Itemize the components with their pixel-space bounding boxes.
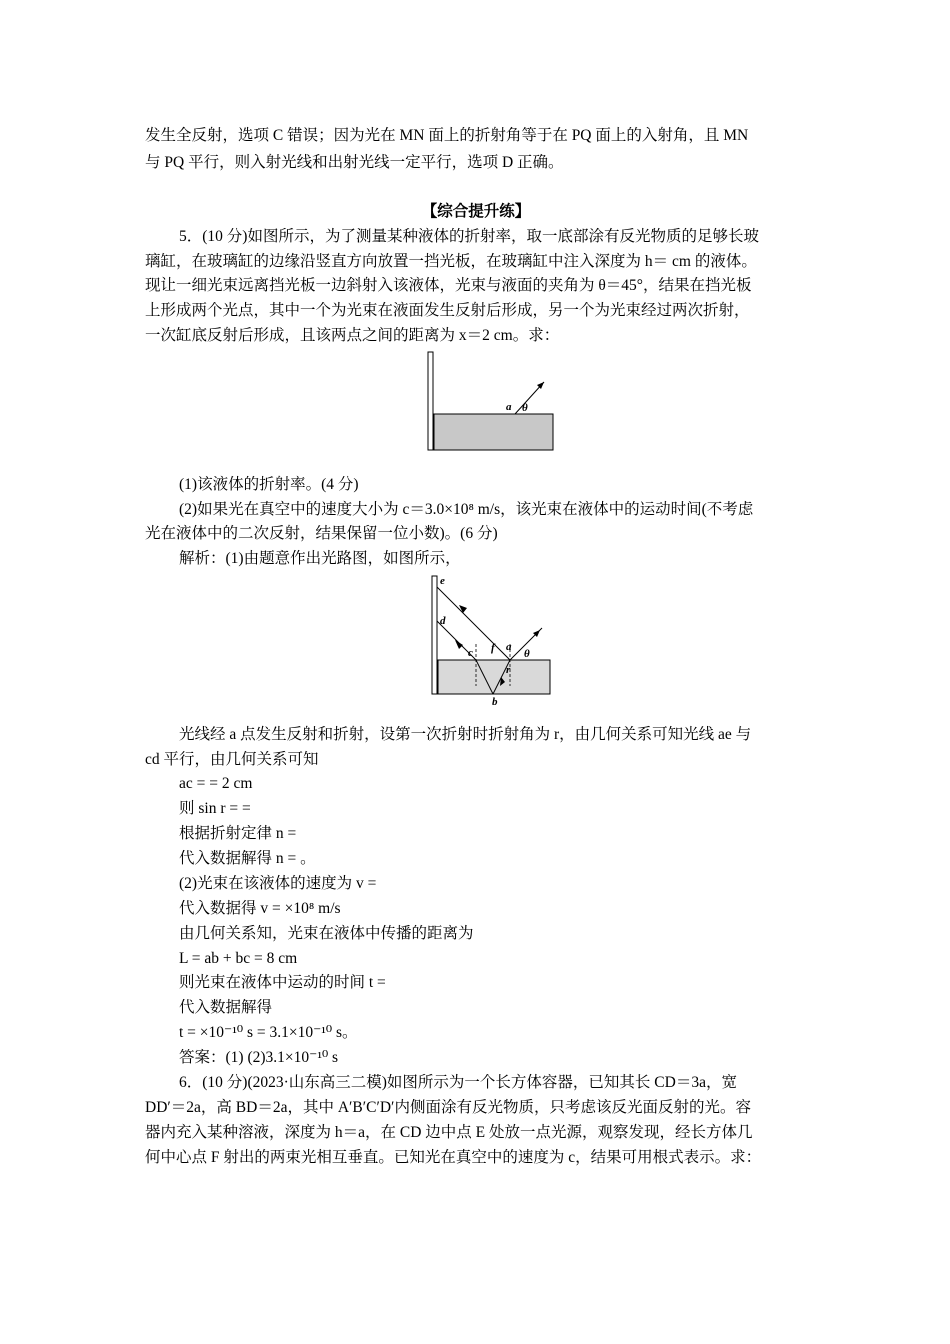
liquid-layer [438, 660, 550, 694]
figure-light-path [430, 574, 556, 706]
text-line: 代入数据解得 [179, 999, 273, 1016]
equation-line: 代入数据解得 n = 。 [179, 850, 316, 867]
figure-glass-tank [426, 350, 558, 454]
label-a: a [506, 401, 512, 413]
text-line: 何中心点 F 射出的两束光相互垂直。已知光在真空中的速度为 c，结果可用根式表示。求： [145, 1149, 762, 1166]
label-e: e [440, 575, 445, 587]
text-line: 一次缸底反射后形成，且该两点之间的距离为 x＝2 cm。求： [145, 327, 560, 344]
text-line: cd 平行，由几何关系可知 [145, 751, 319, 768]
text-line: DD′＝2a，高 BD＝2a，其中 A′B′C′D′内侧面涂有反光物质，只考虑该反光面反射的光。容 [145, 1099, 751, 1116]
equation-line: 代入数据得 v = ×10⁸ m/s [179, 900, 341, 917]
question-6-text: 6．(10 分)(2023·山东高三二模)如图所示为一个长方体容器，已知其长 CD＝3a，宽 [179, 1074, 737, 1091]
equation-line: L = ab + bc = 8 cm [179, 950, 298, 967]
arrow-icon [459, 605, 467, 613]
label-a: a [506, 641, 512, 653]
text-line: 光在液体中的二次反射，结果保留一位小数)。(6 分) [145, 525, 498, 542]
reflected-ray-ae [437, 587, 510, 660]
text-line: 器内充入某种溶液，深度为 h＝a，在 CD 边中点 E 处放一点光源，观察发现，经长方体几 [145, 1124, 753, 1141]
label-f: f [491, 642, 495, 654]
text-line: 与 PQ 平行，则入射光线和出射光线一定平行，选项 D 正确。 [145, 154, 564, 171]
text-line: 璃缸，在玻璃缸的边缘沿竖直方向放置一挡光板，在玻璃缸中注入深度为 h＝ cm 的液体。 [145, 253, 757, 270]
text-line: 现让一细光束远离挡光板一边斜射入该液体，光束与液面的夹角为 θ＝45°，结果在挡光板 [145, 277, 752, 294]
liquid-layer [434, 414, 553, 450]
text-line: 由几何关系知，光束在液体中传播的距离为 [179, 925, 474, 942]
equation-line: t = ×10⁻¹⁰ s = 3.1×10⁻¹⁰ s。 [179, 1024, 358, 1041]
label-r: r [506, 664, 511, 676]
label-theta: θ [524, 648, 530, 660]
arrow-icon [455, 640, 463, 649]
text-line: 发生全反射，选项 C 错误；因为光在 MN 面上的折射角等于在 PQ 面上的入射角，且 MN [145, 127, 749, 144]
equation-line: (2)光束在该液体的速度为 v = [179, 875, 377, 892]
label-b: b [492, 696, 498, 706]
question-5-text: 5．(10 分)如图所示，为了测量某种液体的折射率，取一底部涂有反光物质的足够长玻 [179, 228, 759, 245]
sub-question-2: (2)如果光在真空中的速度大小为 c＝3.0×10⁸ m/s，该光束在液体中的运动时间(不考虑 [179, 501, 754, 518]
text-line: 光线经 a 点发生反射和折射，设第一次折射时折射角为 r，由几何关系可知光线 ae 与 [179, 726, 752, 743]
light-shield-plate [428, 352, 433, 450]
label-theta: θ [522, 402, 528, 414]
sub-question-1: (1)该液体的折射率。(4 分) [179, 476, 359, 493]
solution-heading: 解析：(1)由题意作出光路图，如图所示， [179, 550, 461, 567]
section-heading: 【综合提升练】 [421, 203, 531, 220]
label-d: d [440, 615, 446, 627]
equation-line: ac = = 2 cm [179, 775, 253, 792]
answer-line: 答案：(1) (2)3.1×10⁻¹⁰ s [179, 1049, 339, 1066]
equation-line: 根据折射定律 n = [179, 825, 297, 842]
text-line: 上形成两个光点，其中一个为光束在液面发生反射后形成，另一个为光束经过两次折射， [145, 302, 750, 319]
label-c: c [468, 647, 473, 659]
light-shield-plate [432, 576, 437, 694]
equation-line: 则光束在液体中运动的时间 t = [179, 974, 386, 991]
equation-line: 则 sin r = = [179, 800, 251, 817]
